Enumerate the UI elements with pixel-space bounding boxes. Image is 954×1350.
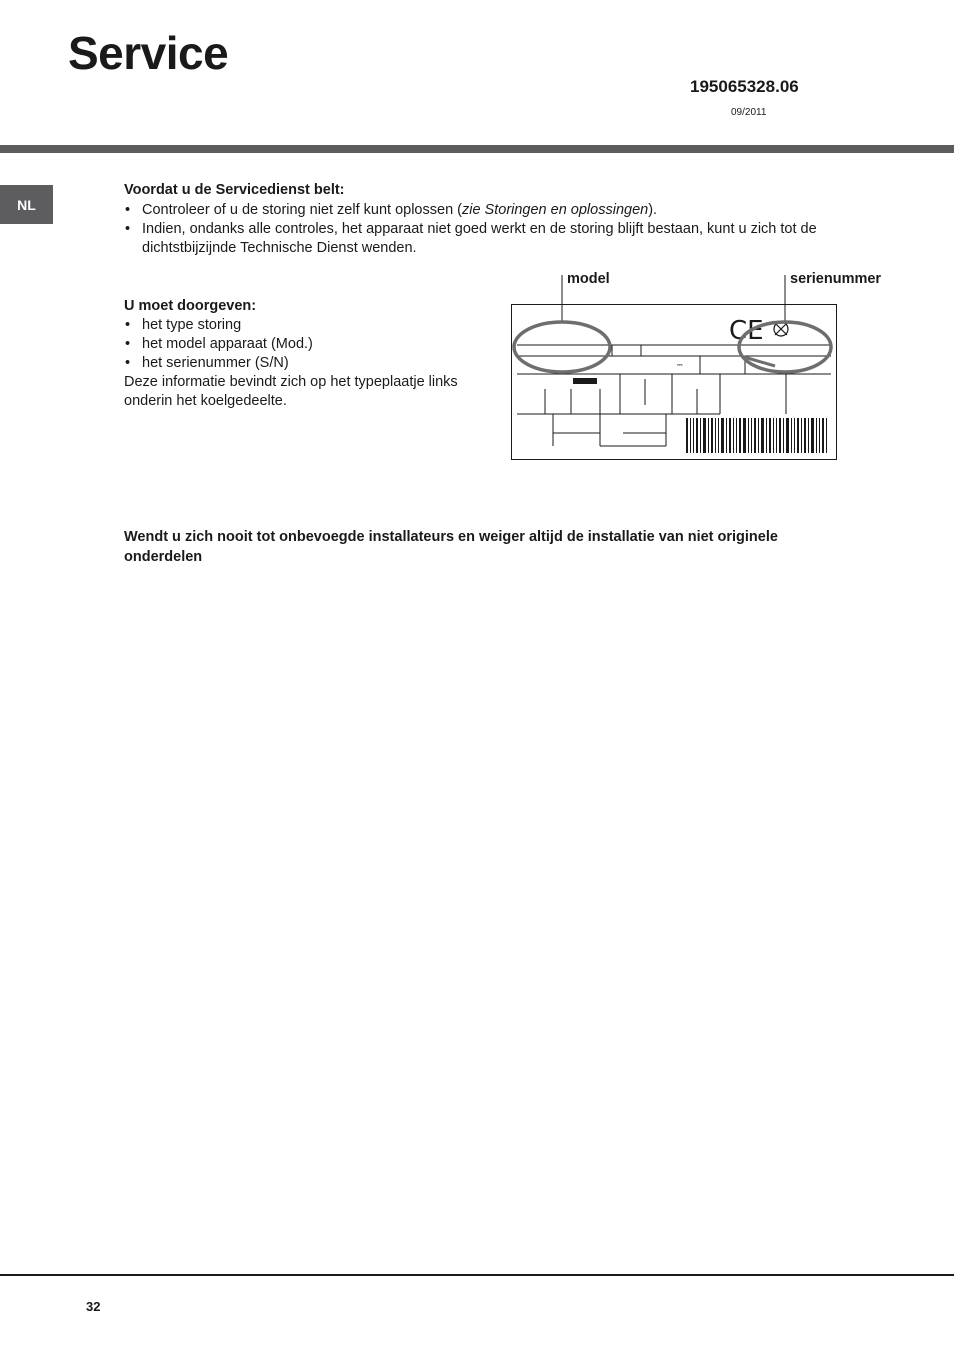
provide-heading: U moet doorgeven: <box>124 298 257 314</box>
model-highlight-ellipse <box>514 322 610 372</box>
before-call-heading: Voordat u de Servicedienst belt: <box>124 182 345 198</box>
cross-reference: zie Storingen en oplossingen <box>461 202 649 218</box>
list-item: • het type storing <box>124 316 494 335</box>
header-divider <box>0 145 954 153</box>
voltage-mark <box>573 378 597 384</box>
rating-plate-illustration <box>505 265 845 465</box>
model-label: model <box>567 271 610 287</box>
current-symbol: ⎓ <box>677 361 683 369</box>
before-call-list <box>124 201 884 258</box>
page-number: 32 <box>86 1299 101 1314</box>
serial-number-label: serienummer <box>790 271 882 287</box>
ce-mark: CE <box>729 316 764 346</box>
list-item-text: ). <box>648 202 658 218</box>
list-item: • Indien, ondanks alle controles, het apparaat niet goed werkt en de storing blijft bestaan, kunt u zich tot de dichtstbijzijnde Technische Dienst wenden. <box>124 220 884 258</box>
list-item: • het model apparaat (Mod.) <box>124 335 494 354</box>
warning-notice: Wendt u zich nooit tot onbevoegde installateurs en weiger altijd de installatie van niet originele onderdelen <box>124 529 778 565</box>
barcode <box>686 418 827 453</box>
serial-highlight-ellipse <box>739 322 831 372</box>
list-item-text: Controleer of u de storing niet zelf kunt oplossen ( <box>142 202 462 218</box>
list-item <box>124 201 884 220</box>
list-item: • het serienummer (S/N) <box>124 354 494 373</box>
document-number: 195065328.06 <box>690 77 799 96</box>
footer-divider <box>0 1274 954 1276</box>
document-date: 09/2011 <box>731 107 767 118</box>
provide-list <box>124 316 494 411</box>
page-title: Service <box>68 27 229 79</box>
language-tab: NL <box>0 185 53 224</box>
provide-note: Deze informatie bevindt zich op het typeplaatje links onderin het koelgedeelte. <box>124 374 458 409</box>
